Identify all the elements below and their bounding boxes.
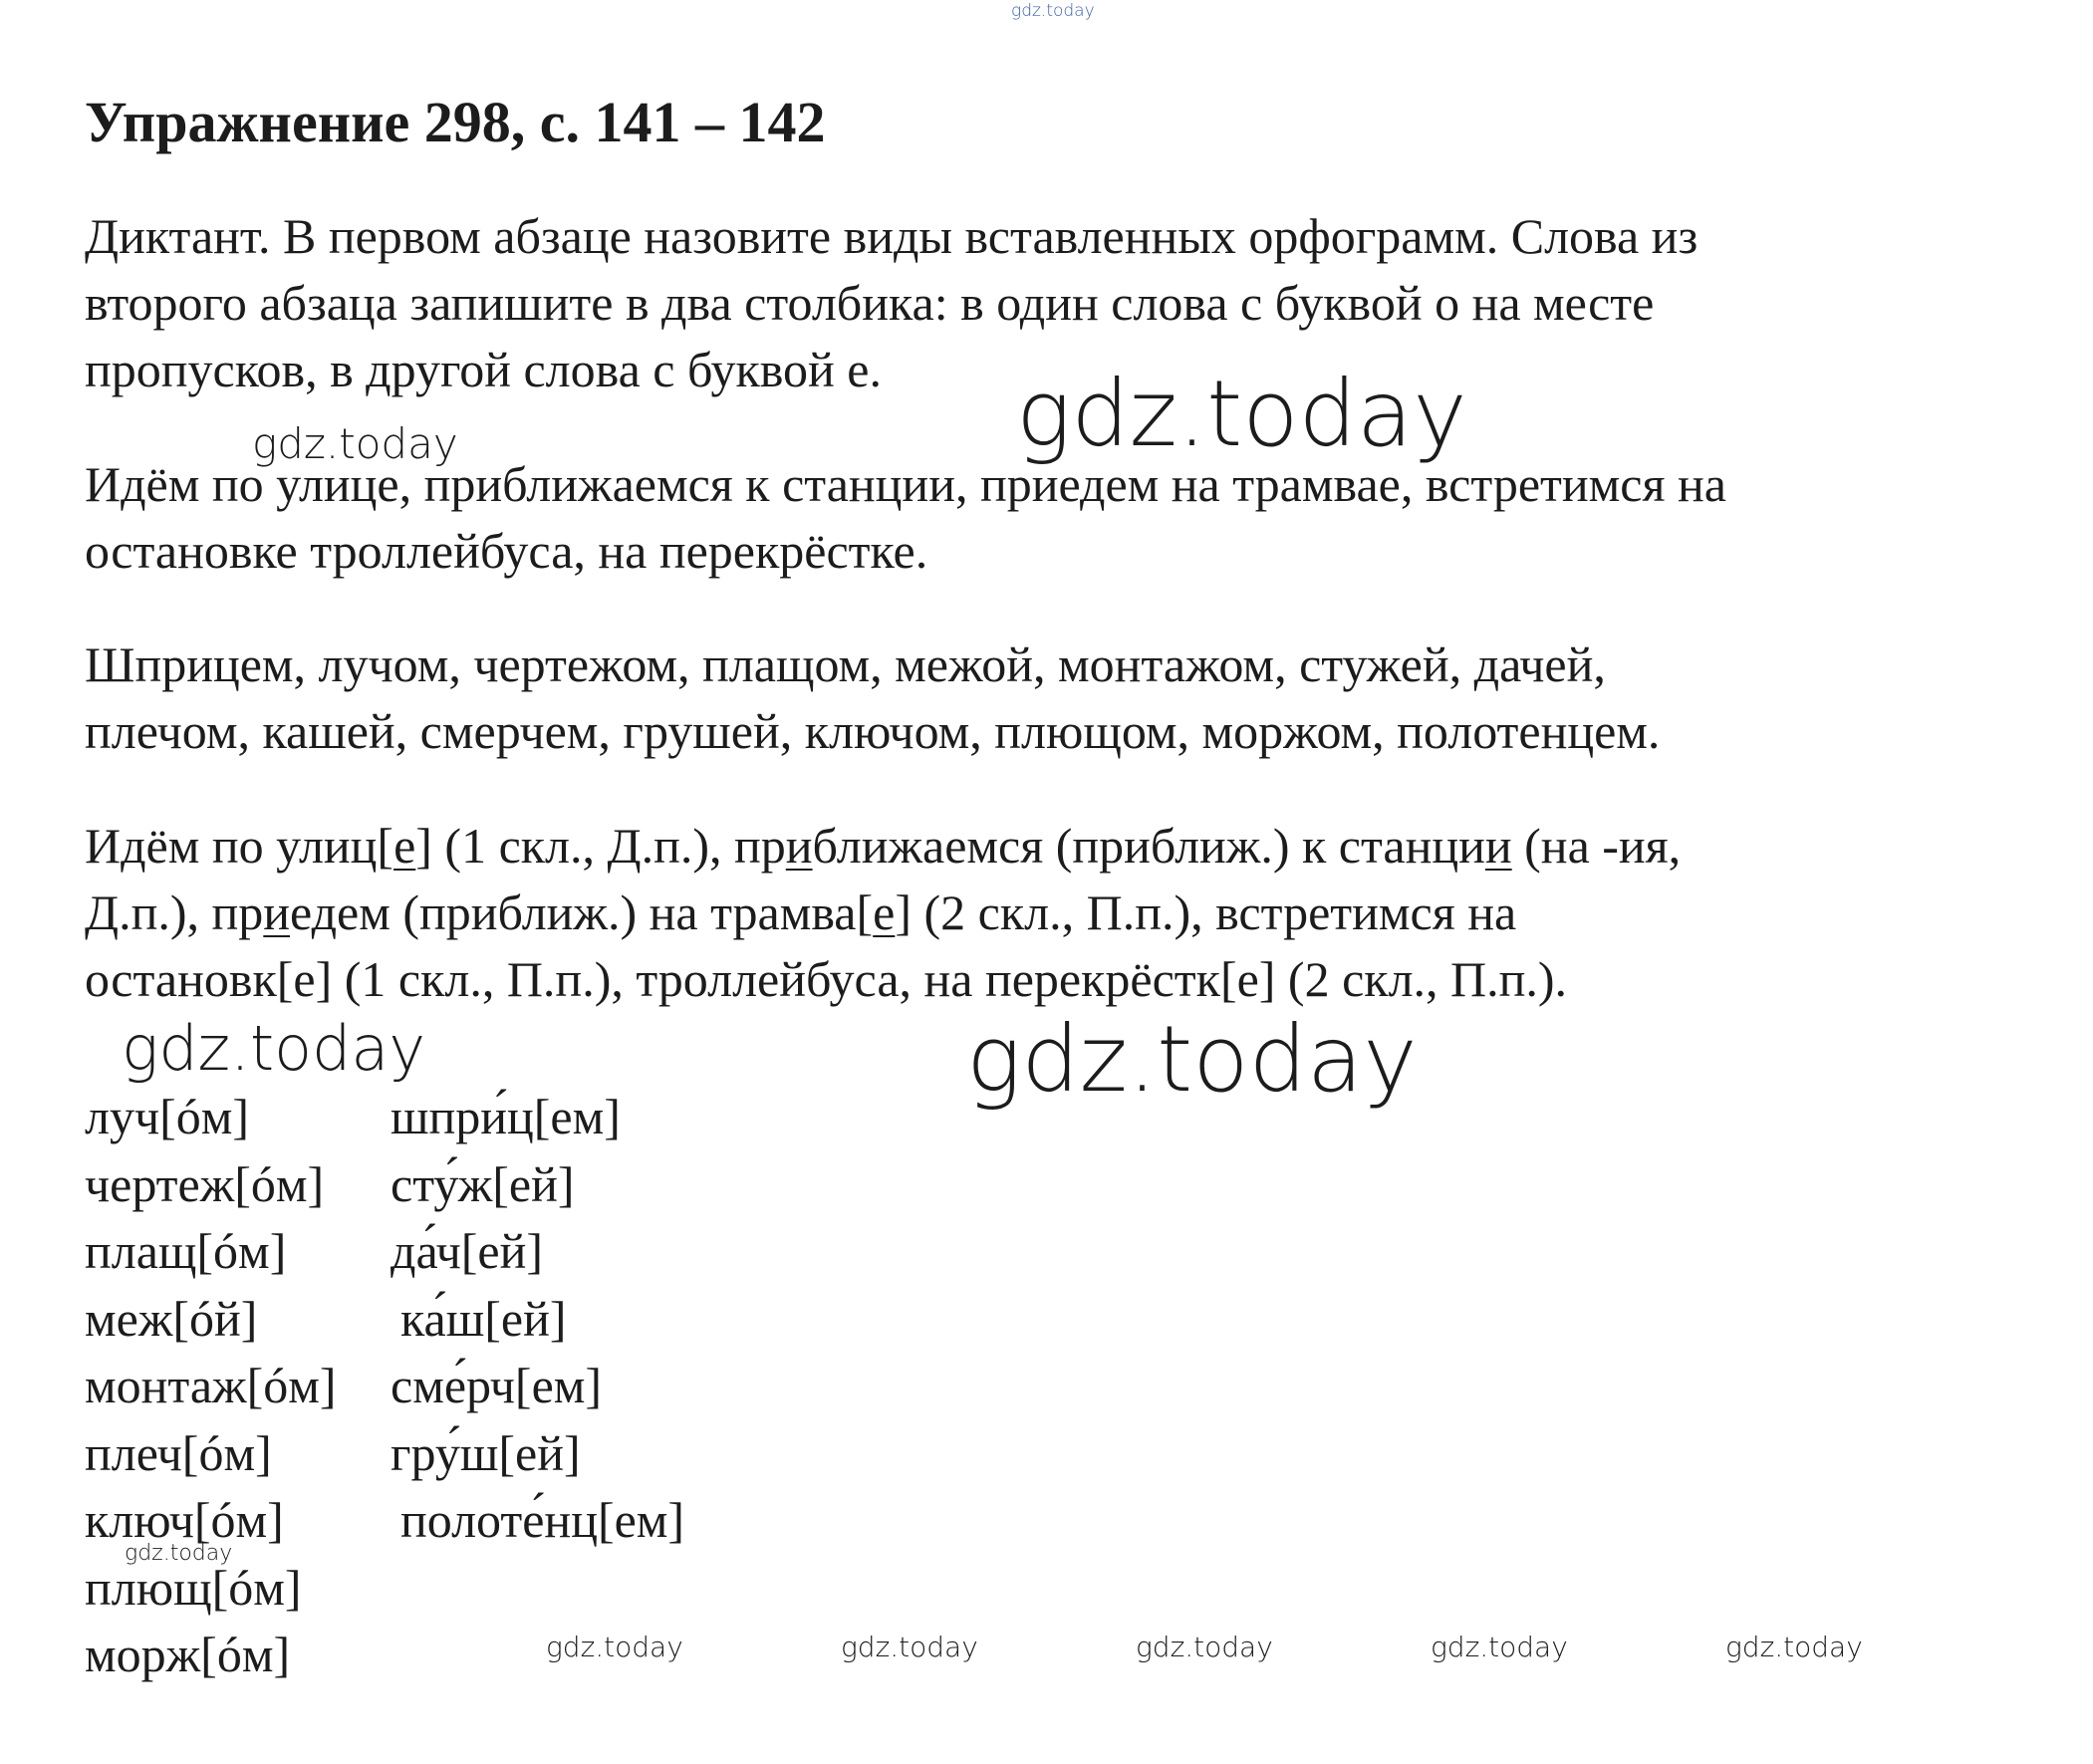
o-word: плащ[óм] bbox=[85, 1223, 287, 1279]
e-words-column bbox=[391, 1084, 684, 1555]
ending-underlined: е bbox=[393, 818, 416, 874]
o-word: меж[óй] bbox=[85, 1290, 258, 1347]
o-word: плющ[óм] bbox=[85, 1559, 302, 1616]
paragraph-2-line: Шприцем, лучом, чертежом, плащом, межой, монтажом, стужей, дачей, bbox=[85, 636, 1606, 692]
prefix-underlined: и bbox=[785, 818, 813, 874]
e-word: полоте́нц[ем] bbox=[400, 1492, 685, 1548]
watermark-footer: gdz.today bbox=[1431, 1631, 1568, 1663]
watermark-tiny: gdz.today bbox=[125, 1541, 233, 1566]
analysis-text: Идём по улиц[ bbox=[85, 818, 394, 874]
watermark-footer: gdz.today bbox=[1725, 1631, 1863, 1663]
e-word: да́ч[ей] bbox=[391, 1223, 544, 1279]
ending-underlined: и bbox=[1484, 818, 1512, 874]
watermark-footer: gdz.today bbox=[1136, 1631, 1273, 1663]
watermark-small: gdz.today bbox=[252, 419, 458, 468]
e-word: ка́ш[ей] bbox=[400, 1290, 567, 1347]
analysis-text: ] (1 скл., Д.п.), пр bbox=[415, 818, 786, 874]
paragraph-2 bbox=[85, 631, 1660, 765]
o-word: плеч[óм] bbox=[85, 1424, 272, 1481]
watermark-large: gdz.today bbox=[1016, 361, 1467, 467]
analysis-text: Д.п.), пр bbox=[85, 884, 264, 940]
task-line: второго абзаца запишите в два столбика: в один слова с буквой о на месте bbox=[85, 275, 1655, 331]
analysis-text: ближаемся (приближ.) к станци bbox=[812, 818, 1485, 874]
o-word: луч[óм] bbox=[85, 1089, 250, 1144]
analysis-line-2 bbox=[85, 880, 1681, 946]
watermark-footer: gdz.today bbox=[841, 1631, 978, 1663]
analysis-text: едем (приближ.) на трамва[ bbox=[290, 884, 874, 940]
paragraph-1-line: остановке троллейбуса, на перекрёстке. bbox=[85, 523, 928, 579]
o-word: ключ[óм] bbox=[85, 1492, 284, 1548]
ending-underlined: е bbox=[873, 884, 896, 940]
e-word: гру́ш[ей] bbox=[391, 1424, 581, 1481]
analysis-line-3: остановк[е] (1 скл., П.п.), троллейбуса, на перекрёстк[е] (2 скл., П.п.). bbox=[85, 951, 1568, 1007]
paragraph-1-line: Идём по улице, приближаемся к станции, приедем на трамвае, встретимся на bbox=[85, 456, 1726, 512]
o-words-column bbox=[85, 1084, 337, 1689]
o-word: монтаж[óм] bbox=[85, 1358, 337, 1413]
paragraph-1 bbox=[85, 451, 1726, 585]
task-line: Диктант. В первом абзаце назовите виды вставленных орфограмм. Слова из bbox=[85, 208, 1699, 264]
paragraph-2-line: плечом, кашей, смерчем, грушей, ключом, плющом, моржом, полотенцем. bbox=[85, 703, 1661, 759]
analysis-line-1 bbox=[85, 813, 1681, 880]
watermark-footer: gdz.today bbox=[546, 1631, 683, 1663]
analysis-paragraph bbox=[85, 813, 1681, 1013]
page-title: Упражнение 298, с. 141 – 142 bbox=[85, 90, 826, 154]
watermark-large: gdz.today bbox=[966, 1006, 1418, 1113]
e-word: шпри́ц[ем] bbox=[391, 1089, 621, 1144]
analysis-text: (на -ия, bbox=[1511, 818, 1682, 874]
o-word: морж[óм] bbox=[85, 1627, 291, 1682]
watermark-top: gdz.today bbox=[1011, 1, 1095, 21]
prefix-underlined: и bbox=[263, 884, 291, 940]
watermark-medium: gdz.today bbox=[122, 1012, 426, 1085]
e-word: сту́ж[ей] bbox=[391, 1155, 575, 1212]
e-word: сме́рч[ем] bbox=[391, 1358, 603, 1413]
o-word: чертеж[óм] bbox=[85, 1155, 325, 1212]
analysis-text: ] (2 скл., П.п.), встретимся на bbox=[895, 884, 1517, 940]
task-line: пропусков, в другой слова с буквой е. bbox=[85, 342, 882, 397]
